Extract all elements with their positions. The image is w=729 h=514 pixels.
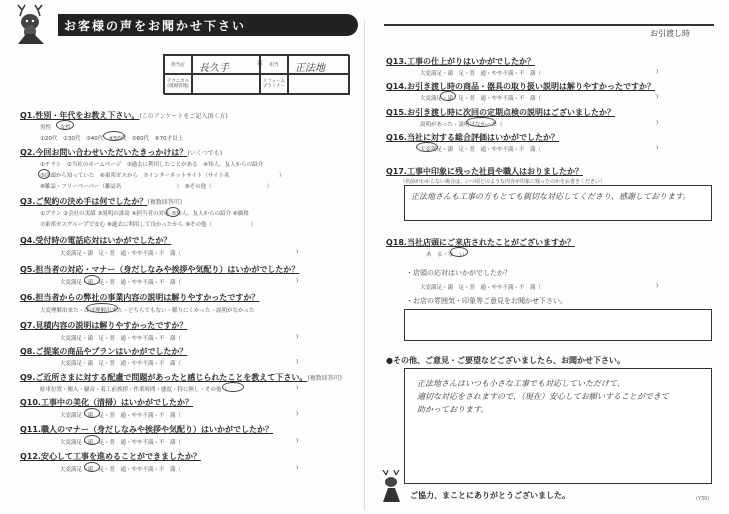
other-label: ●その他、ご意見・ご要望などございましたら、お聞かせ下さい。 xyxy=(386,356,625,365)
q3-line2[interactable]: ⑦東邦ガスグループで安心 ⑧過去に利用して良かったから ⑨その他（ ） xyxy=(40,222,257,228)
right-header-rule xyxy=(384,24,714,26)
technical-label: テクニカル (現場管理) xyxy=(166,79,190,89)
q13-label: Q13.工事の仕上がりはいかがでしたか？ xyxy=(386,57,535,66)
q7-label: Q7.見積内容の説明は解りやすかったですか？ xyxy=(20,321,188,330)
q8-label: Q8.ご提案の商品やプランはいかがでしたか？ xyxy=(20,347,188,356)
q17-label: Q17.工事中印象に残った社員や職人はおりましたか？ xyxy=(386,167,583,176)
q1-gender-female[interactable]: 女性 xyxy=(60,125,72,131)
q14-circle xyxy=(440,91,456,101)
tanto-value: 正法地 xyxy=(295,63,325,74)
q7-options[interactable]: 大変満足・満 足・普 通・やや不満・不 満（ xyxy=(60,336,182,342)
q13-options[interactable]: 大変満足・満 足・普 通・やや不満・不 満（ xyxy=(420,71,542,77)
q9-options[interactable]: 駐車位置・搬入・騒音・着工前挨拶・作業時間・態度・特に無し・その他（ xyxy=(40,387,228,393)
q16-label: Q16.当社に対する総合評価はいかがでしたか？ xyxy=(386,133,559,142)
q18-label: Q18.当社店頭にご来店されたことがございますか？ xyxy=(386,238,575,247)
form-code: (Y30) xyxy=(696,496,710,502)
q16-options[interactable]: 大変満足・満 足・普 通・やや不満・不 満（ xyxy=(420,147,542,153)
q15-options[interactable]: 説明があった・説明はなかった（ xyxy=(420,122,503,128)
q11-options[interactable]: 大変満足・満 足・普 通・やや不満・不 満（ xyxy=(60,440,182,446)
deer-footer-icon xyxy=(378,470,406,504)
q5-circle xyxy=(84,275,100,285)
q10-circle xyxy=(84,408,100,418)
q10-options[interactable]: 大変満足・満 足・普 通・やや不満・不 満（ xyxy=(60,413,182,419)
q2-line2[interactable]: ⑤店頭から知っていた ⑥東邦ガスから ⑦インターネットサイト（サイト名 ） xyxy=(40,173,285,179)
q2-label: Q2.今回お問い合わせいただいたきっかけは？(いくつでも) xyxy=(20,148,223,157)
q3-line1[interactable]: ①プラン ②会社の実績 ③説明の誹謗 ④担当者の対応 ⑤知人、友人からの紹介 ⑥価格 xyxy=(40,211,249,217)
q18-shop-comment-box[interactable] xyxy=(404,309,712,341)
q5-label: Q5.担当者の対応・マナー（身だしなみや挨拶や気配り）はいかがでしたか？ xyxy=(20,265,300,274)
q11-circle xyxy=(84,435,100,445)
q5-options[interactable]: 大変満足・満 足・普 通・やや不満・不 満（ xyxy=(60,280,182,286)
survey-sheet: お客様の声をお聞かせ下さい お引渡し時 担当店 長久手 担当 正法地 テクニカル (現場管理) リフォーム プランナー 店 Q1.性別・年代をお教え下さい。(このアンケートをご記入頂く方) 男性 女性 ①20代 ②30代 ③40代 ④50代 ⑤60代 ⑥70才以上 Q2.今回お問い合わせいただいたきっかけは？(いくつでも) ①チラシ ②当社のホームページ ③過去に利用したことがある ④知人、友人からの紹介 ⑤店頭から知っていた ⑥東邦ガスから ⑦インターネットサイト（サイト名 ） ⑧雑誌・フリーペーパー（雑誌名 ） ⑨その他（ ） Q3.ご契約の決め手は何でしたか？(複数回答可) ①プラン ②会社の実績 ③説明の誹謗 ④担当者の対応 ⑤知人、友人からの紹介 ⑥価格 ⑦東邦ガスグループで安心 ⑧過去に利用して良かったから ⑨その他（ ） Q4.受付時の電話応対はいかがでしたか？ 大変満足・満 足・普 通・やや不満・不 満（ ) Q5.担当者の対応・マナー（身だしなみや挨拶や気配り）はいかがでしたか？ 大変満足・満 足・普 通・やや不満・不 満（ ) Q6.担当者からの弊社の事業内容の説明は解りやすかったですか？ 大変理解出来た・ほぼ理解出来た・どちらでもない・解りにくかった・説明がなかった Q7.見積内容の説明は解りやすかったですか？ 大変満足・満 足・普 通・やや不満・不 満（ ) Q8.ご提案の商品やプランはいかがでしたか？ 大変満足・満 足・普 通・やや不満・不 満（ ) Q9.ご近所さまに対する配慮で問題があったと感じられたことを教えて下さい。(複数回答可) 駐車位置・搬入・騒音・着工前挨拶・作業時間・態度・特に無し・その他（ ) Q10.工事中の美化（清掃）はいかがでしたか？ 大変満足・満 足・普 通・やや不満・不 満（ ) Q11.職人のマナー（身だしなみや挨拶や気配り）はいかがでしたか？ 大変満足・満 足・普 通・やや不満・不 満（ ) Q12.安心して工事を進めることができましたか？ 大変満足・満 足・普 通・やや不満・不 満（ ) Q13.工事の仕上がりはいかがでしたか？ 大変満足・満 足・普 通・やや不満・不 満（ ) Q14.お引き渡し時の商品・器具の取り扱い説明は解りやすかったですか？ 大変満足・満 足・普 通・やや不満・不 満（ ) Q15.お引き渡し時に次回の定期点検の説明はございましたか？ 説明があった・説明はなかった（ ) Q16.当社に対する総合評価はいかがでしたか？ 大変満足・満 足・普 通・やや不満・不 満（ ) Q17.工事中印象に残った社員や職人はおりましたか？ （名前がわからない場合は、いつ頃どのような内容が印象に残ったのかをお書きください） 正法地さんも工事の方もとても親切な対応してくださり、感謝しております。 Q18.当社店頭にご来店されたことがございますか？ あ る・な い ・店頭の応対はいかがでしたか？ 大変満足・満 足・普 通・やや不満・不 満（ ) ・お店の雰囲気・印象等ご意見をお聞かせ下さい。 ●その他、ご意見・ご要望などございましたら、お聞かせ下さい。 正法地さんはいつも小さな工事でも対応していただけて、 適切な対応をされますので、（現在）安心してお願いすることができて 助かっております。 ご協力、まことにありがとうございました。 (Y30) xyxy=(0,0,729,514)
deer-mascot-icon xyxy=(8,4,56,46)
other-comment-box[interactable] xyxy=(404,368,712,484)
q6-circle xyxy=(86,303,118,313)
q2-circle xyxy=(38,169,50,179)
q15-circle xyxy=(466,117,496,127)
q10-label: Q10.工事中の美化（清掃）はいかがでしたか？ xyxy=(20,398,193,407)
center-divider xyxy=(364,20,365,510)
q12-circle xyxy=(84,462,100,472)
q6-label: Q6.担当者からの弊社の事業内容の説明は解りやすかったですか？ xyxy=(20,293,260,302)
q17-note: （名前がわからない場合は、いつ頃どのような内容が印象に残ったのかをお書きください） xyxy=(400,179,606,185)
q1-label: Q1.性別・年代をお教え下さい。(このアンケートをご記入頂く方) xyxy=(20,111,228,120)
q8-options[interactable]: 大変満足・満 足・普 通・やや不満・不 満（ xyxy=(60,361,182,367)
other-handwritten-2: 適切な対応をされますので、（現在）安心してお願いすることができて xyxy=(417,392,669,401)
q12-options[interactable]: 大変満足・満 足・普 通・やや不満・不 満（ xyxy=(60,467,182,473)
q2-line1[interactable]: ①チラシ ②当社のホームページ ③過去に利用したことがある ④知人、友人からの紹介 xyxy=(40,162,264,168)
q14-options[interactable]: 大変満足・満 足・普 通・やや不満・不 満（ xyxy=(420,96,542,102)
handover-tag: お引渡し時 xyxy=(650,29,690,38)
q18-yes-no[interactable]: あ る・な い xyxy=(426,252,465,258)
thanks-message: ご協力、まことにありがとうございました。 xyxy=(410,491,570,500)
q3-circle xyxy=(166,207,180,217)
q18-sub2: ・お店の雰囲気・印象等ご意見をお聞かせ下さい。 xyxy=(406,297,567,305)
q9-label: Q9.ご近所さまに対する配慮で問題があったと感じられたことを教えて下さい。(複数回答可) xyxy=(20,373,343,382)
tanto-store-label: 担当店 xyxy=(171,63,185,68)
q18-circle xyxy=(450,247,468,257)
q4-options[interactable]: 大変満足・満 足・普 通・やや不満・不 満（ xyxy=(60,251,182,257)
q1-age-circle xyxy=(103,131,125,141)
q1-gender-circle xyxy=(56,120,74,130)
staff-table xyxy=(163,54,349,94)
tanto-store-value: 長久手 xyxy=(199,63,229,74)
q1-ages[interactable]: ①20代 ②30代 ③40代 ④50代 ⑤60代 ⑥70才以上 xyxy=(40,136,184,142)
q4-label: Q4.受付時の電話応対はいかがでしたか？ xyxy=(20,236,172,245)
q3-label: Q3.ご契約の決め手は何でしたか？(複数回答可) xyxy=(20,197,183,206)
q16-circle xyxy=(416,142,438,152)
other-handwritten-3: 助かっております。 xyxy=(417,405,489,414)
q15-label: Q15.お引き渡し時に次回の定期点検の説明はございましたか？ xyxy=(386,108,615,117)
tanto-label: 担当 xyxy=(269,63,279,68)
q17-handwritten: 正法地さんも工事の方もとても親切な対応してくださり、感謝しております。 xyxy=(411,192,691,201)
other-handwritten-1: 正法地さんはいつも小さな工事でも対応していただけて、 xyxy=(417,379,625,388)
q12-label: Q12.安心して工事を進めることができましたか？ xyxy=(20,452,201,461)
page-title: お客様の声をお聞かせ下さい xyxy=(64,19,247,33)
reform-label: リフォーム プランナー xyxy=(262,79,286,89)
q18-sub1-options[interactable]: 大変満足・満 足・普 通・やや不満・不 満（ xyxy=(420,285,542,291)
q18-sub1: ・店頭の応対はいかがでしたか？ xyxy=(406,269,511,277)
q1-gender-male[interactable]: 男性 xyxy=(40,125,52,131)
q11-label: Q11.職人のマナー（身だしなみや挨拶や気配り）はいかがでしたか？ xyxy=(20,425,273,434)
q6-options[interactable]: 大変理解出来た・ほぼ理解出来た・どちらでもない・解りにくかった・説明がなかった xyxy=(40,308,255,314)
q14-label: Q14.お引き渡し時の商品・器具の取り扱い説明は解りやすかったですか？ xyxy=(386,82,655,91)
q17-answer-box[interactable] xyxy=(404,185,712,221)
store-suffix: 店 xyxy=(257,60,264,67)
q9-circle xyxy=(222,382,244,392)
q2-line3[interactable]: ⑧雑誌・フリーペーパー（雑誌名 ） ⑨その他（ ） xyxy=(40,184,273,190)
